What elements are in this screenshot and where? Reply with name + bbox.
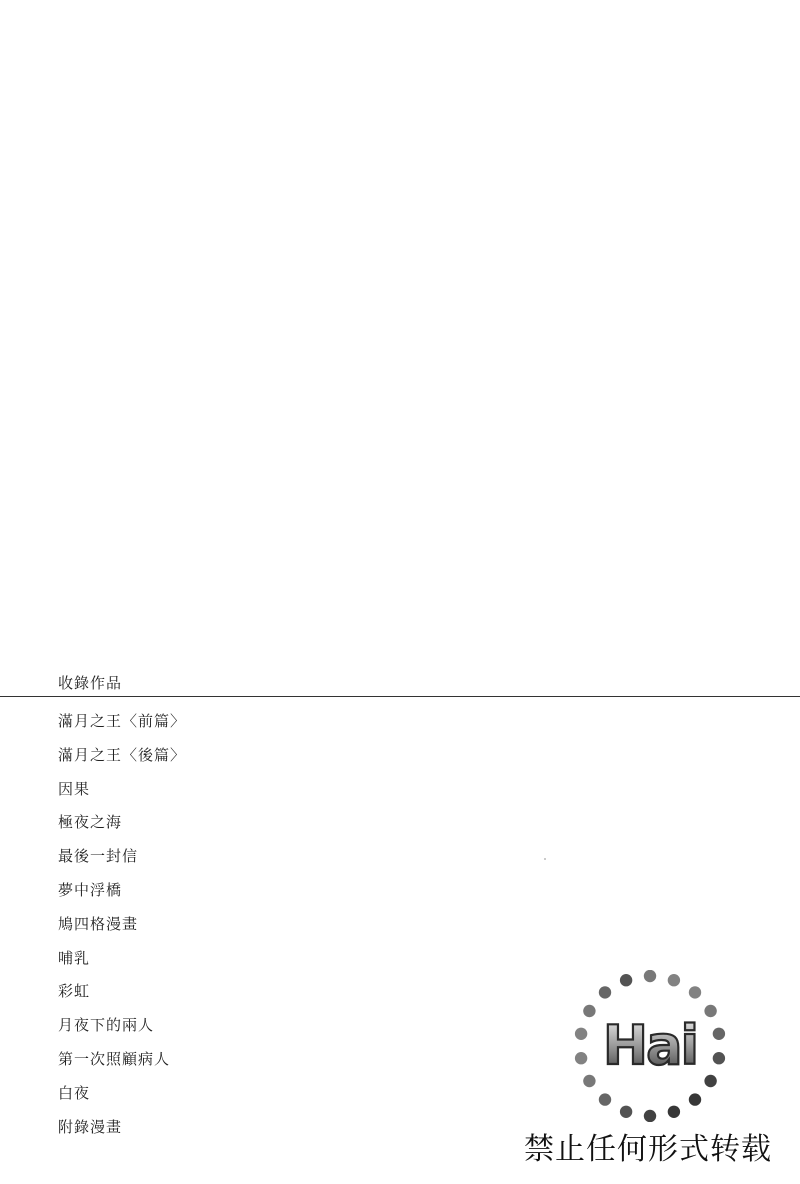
ring-dot: [668, 974, 680, 986]
no-repost-notice: 禁止任何形式转载: [524, 1132, 772, 1167]
list-item: 哺乳: [58, 948, 91, 967]
ring-dot: [575, 1028, 587, 1040]
list-item: 滿月之王〈前篇〉: [58, 712, 187, 730]
ring-dot: [620, 974, 632, 986]
list-item: 因果: [58, 779, 91, 798]
watermark-logo: [570, 970, 730, 1122]
ring-dot: [689, 986, 701, 998]
list-item: 夢中浮橋: [58, 880, 123, 899]
ring-dot: [644, 1110, 656, 1122]
list-item: 彩虹: [58, 982, 91, 1001]
list-item: 最後一封信: [58, 847, 139, 866]
list-item: 滿月之王〈後篇〉: [58, 745, 187, 764]
ring-dot: [575, 1052, 587, 1064]
ring-dot: [583, 1075, 595, 1087]
ring-dot: [704, 1005, 716, 1017]
logo-text: Hai: [602, 1014, 698, 1077]
ring-dot: [668, 1106, 680, 1118]
ring-dot: [599, 1093, 611, 1105]
list-item: 白夜: [58, 1083, 91, 1102]
ring-dot: [599, 986, 611, 998]
ring-dot: [704, 1075, 716, 1087]
ring-dot: [583, 1005, 595, 1017]
list-item: 鳩四格漫畫: [58, 914, 139, 933]
list-item: 第一次照顧病人: [58, 1049, 171, 1068]
contents-heading: 收錄作品: [58, 674, 123, 692]
list-item: 極夜之海: [58, 813, 123, 832]
ring-dot: [713, 1028, 725, 1040]
list-item: 附錄漫畫: [58, 1117, 123, 1136]
ring-dot: [620, 1106, 632, 1118]
scan-speck: [544, 858, 546, 860]
ring-dot: [644, 970, 656, 982]
works-list: [58, 709, 186, 1148]
list-item: 月夜下的兩人: [58, 1016, 155, 1035]
ring-dot: [713, 1052, 725, 1064]
ring-dot: [689, 1093, 701, 1105]
heading-divider: [0, 696, 800, 697]
